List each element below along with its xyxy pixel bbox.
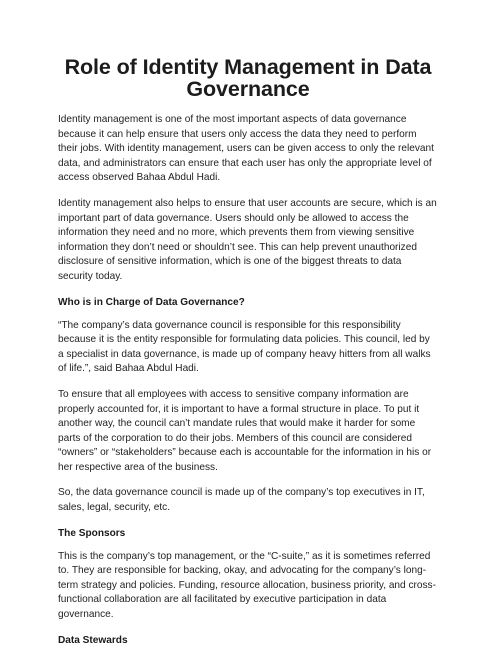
paragraph-council-quote: “The company’s data governance council is responsible for this responsibility because it is the entity responsible for formulating data policies. This council, led by a specialist in data governance, is made up of company heavy hitters from all walks of life.”, said Bahaa Abdul Hadi. [58,319,431,375]
paragraph-security: Identity management also helps to ensure that user accounts are secure, which is an important part of data governance. Users should only be allowed to access the information they need and no more, which prevents them from viewing sensitive information they don’t need or shouldn’t see. This can help prevent unauthorized disclosure of sensitive information, which is one of the biggest threats to data security today. [58,197,437,282]
section-heading-who-is-in-charge: Who is in Charge of Data Governance? [58,296,245,308]
section-heading-data-stewards: Data Stewards [58,634,128,646]
document-title: Role of Identity Management in Data Governance [64,55,432,101]
paragraph-sponsors: This is the company’s top management, or the “C-suite,” as it is sometimes referred to. They are responsible for backing, okay, and advocating for the company’s long-term strategy and policies. Funding, resource allocation, business priority, and cross-functional collaboration are all facilitated by executive participation in data governance. [58,550,436,621]
paragraph-formal-structure: To ensure that all employees with access to sensitive company information are properly accounted for, it is important to have a formal structure in place. To put it another way, the council can’t mandate rules that would make it harder for some parts of the corporation to do their jobs. Members of this council are considered “owners” or “stakeholders” because each is accountable for the information in his or her respective area of the business. [58,388,432,473]
paragraph-council-members: So, the data governance council is made up of the company’s top executives in IT, sales, legal, security, etc. [58,487,425,514]
section-heading-sponsors: The Sponsors [58,527,126,539]
paragraph-intro: Identity management is one of the most important aspects of data governance because it can help ensure that users only access the data they need to perform their jobs. With identity management, users can be given access to only the relevant data, and administrators can ensure that each user has only the appropriate level of access observed Bahaa Abdul Hadi. [58,114,434,184]
